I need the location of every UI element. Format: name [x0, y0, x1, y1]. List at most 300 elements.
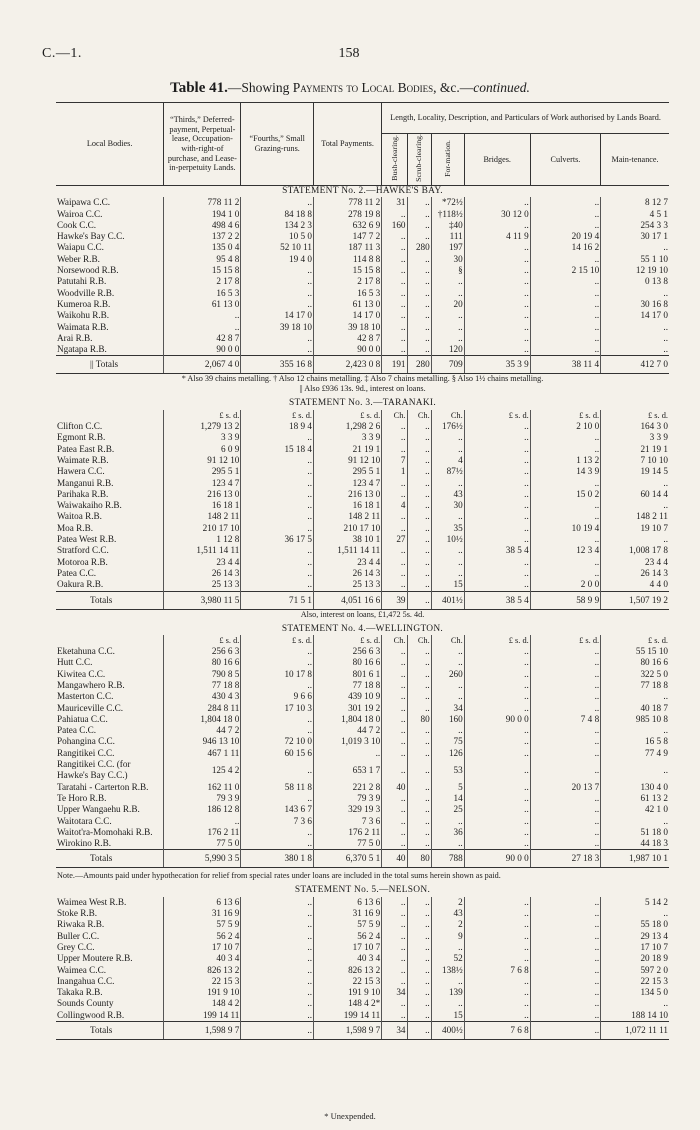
value-cell: 16 5 3 — [314, 288, 382, 299]
value-cell: 91 12 10 — [314, 455, 382, 466]
value-cell: 125 4 2 — [164, 759, 241, 782]
value-cell: .. — [530, 209, 600, 220]
value-cell: .. — [530, 197, 600, 208]
value-cell: .. — [530, 897, 600, 908]
value-cell: .. — [464, 838, 530, 850]
value-cell: .. — [464, 276, 530, 287]
value-cell: 31 16 9 — [314, 908, 382, 919]
value-cell: 90 0 0 — [464, 714, 530, 725]
value-cell: .. — [382, 942, 407, 953]
value-cell: 7 3 6 — [314, 816, 382, 827]
total-value: 280 — [407, 356, 431, 374]
value-cell: .. — [464, 511, 530, 522]
currency-cell: £ s. d. — [530, 635, 600, 646]
total-value: 6,370 5 1 — [314, 850, 382, 868]
value-cell: .. — [530, 444, 600, 455]
value-cell: .. — [407, 220, 431, 231]
total-value: 355 16 8 — [241, 356, 314, 374]
header-total-payments: Total Payments. — [314, 103, 382, 186]
table-row — [56, 759, 669, 782]
value-cell: .. — [407, 579, 431, 591]
value-cell: .. — [464, 793, 530, 804]
value-cell: 77 5 0 — [164, 838, 241, 850]
value-cell: 148 2 11 — [164, 511, 241, 522]
value-cell: 2 — [431, 919, 464, 930]
value-cell: .. — [382, 965, 407, 976]
value-cell: .. — [407, 646, 431, 657]
local-body-name: Masterton C.C. — [57, 691, 114, 702]
local-body-name: Waimata R.B. — [57, 321, 109, 332]
total-value: 1,598 9 7 — [314, 1022, 382, 1040]
local-body-name: Wirokino R.B. — [57, 838, 111, 849]
table-row — [56, 714, 669, 725]
value-cell: .. — [382, 579, 407, 591]
value-cell: .. — [530, 736, 600, 747]
local-body-name: Upper Moutere R.B. — [57, 953, 133, 964]
value-cell: .. — [407, 500, 431, 511]
total-value: 1,507 19 2 — [601, 591, 669, 609]
value-cell: 44 18 3 — [601, 838, 669, 850]
value-cell: 187 11 3 — [314, 242, 382, 253]
value-cell: .. — [530, 908, 600, 919]
value-cell: .. — [601, 816, 669, 827]
total-value: 80 — [407, 850, 431, 868]
value-cell: .. — [464, 557, 530, 568]
header-bridges: Bridges. — [464, 134, 530, 186]
value-cell: 9 — [431, 931, 464, 942]
value-cell: .. — [382, 669, 407, 680]
value-cell: .. — [530, 827, 600, 838]
value-cell: 19 4 0 — [241, 254, 314, 265]
value-cell: 43 — [431, 489, 464, 500]
table-row — [56, 953, 669, 964]
value-cell: 160 — [382, 220, 407, 231]
value-cell: .. — [241, 827, 314, 838]
value-cell: .. — [241, 455, 314, 466]
value-cell: 826 13 2 — [164, 965, 241, 976]
local-body-name: Waipawa C.C. — [57, 197, 111, 208]
value-cell: .. — [431, 942, 464, 953]
header-bush-clearing — [382, 134, 407, 186]
value-cell: .. — [241, 344, 314, 356]
footnote-row — [56, 609, 669, 620]
value-cell: .. — [382, 276, 407, 287]
value-cell: .. — [464, 725, 530, 736]
value-cell: 57 5 9 — [314, 919, 382, 930]
value-cell: 53 — [431, 759, 464, 782]
local-body-name: Manganui R.B. — [57, 477, 114, 488]
value-cell: .. — [241, 500, 314, 511]
local-body-name: Motoroa R.B. — [57, 556, 108, 567]
table-row — [56, 748, 669, 759]
local-body-name: Waikohu R.B. — [57, 310, 110, 321]
value-cell: .. — [464, 691, 530, 702]
value-cell: .. — [407, 965, 431, 976]
value-cell: .. — [530, 759, 600, 782]
value-cell: .. — [164, 322, 241, 333]
value-cell: .. — [530, 657, 600, 668]
value-cell: .. — [601, 759, 669, 782]
value-cell: 25 13 3 — [164, 579, 241, 591]
local-body-name: Moa R.B. — [57, 522, 93, 533]
value-cell: .. — [382, 804, 407, 815]
value-cell: 15 15 8 — [314, 265, 382, 276]
value-cell: .. — [407, 288, 431, 299]
local-body-name: Mangawhero R.B. — [57, 679, 125, 690]
local-body-name: Patutahi R.B. — [57, 276, 107, 287]
value-cell: 632 6 9 — [314, 220, 382, 231]
local-body-name: Arai R.B. — [57, 332, 93, 343]
value-cell: 4 4 0 — [601, 579, 669, 591]
value-cell: 0 13 8 — [601, 276, 669, 287]
local-body-name: Waiapu C.C. — [57, 242, 104, 253]
table-row — [56, 242, 669, 253]
total-value: 39 — [382, 591, 407, 609]
value-cell: 653 1 7 — [314, 759, 382, 782]
table-row — [56, 703, 669, 714]
total-value: 7 6 8 — [464, 1022, 530, 1040]
value-cell: 14 — [431, 793, 464, 804]
value-cell: 55 15 10 — [601, 646, 669, 657]
value-cell: .. — [464, 680, 530, 691]
local-body-name: Collingwood R.B. — [57, 1009, 125, 1020]
total-value: .. — [407, 1022, 431, 1040]
value-cell: .. — [464, 254, 530, 265]
currency-cell: £ s. d. — [601, 635, 669, 646]
value-cell: .. — [601, 333, 669, 344]
local-body-name: Hawke's Bay C.C. — [57, 231, 125, 242]
value-cell: .. — [464, 931, 530, 942]
value-cell: 14 3 9 — [530, 466, 600, 477]
section-title-row — [56, 885, 669, 896]
value-cell: *72½ — [431, 197, 464, 208]
header-bush-text: Bush-clearing. — [389, 135, 399, 182]
value-cell: .. — [530, 333, 600, 344]
document-reference: C.—1. — [42, 46, 82, 61]
value-cell: .. — [431, 816, 464, 827]
table-row — [56, 421, 669, 432]
value-cell: 80 — [407, 714, 431, 725]
total-value: 1,072 11 11 — [601, 1022, 669, 1040]
value-cell: 186 12 8 — [164, 804, 241, 815]
local-body-name: Waiwakaiho R.B. — [57, 500, 122, 511]
table-row — [56, 908, 669, 919]
value-cell: .. — [382, 714, 407, 725]
value-cell: .. — [241, 333, 314, 344]
value-cell: .. — [241, 976, 314, 987]
value-cell: 36 17 5 — [241, 534, 314, 545]
value-cell: .. — [601, 534, 669, 545]
value-cell: 30 17 1 — [601, 231, 669, 242]
value-cell: 10 5 0 — [241, 231, 314, 242]
value-cell: 40 3 4 — [314, 953, 382, 964]
value-cell: 4 — [431, 455, 464, 466]
footnote-row — [56, 374, 669, 385]
table-row — [56, 197, 669, 208]
value-cell: .. — [382, 310, 407, 321]
value-cell: 52 10 11 — [241, 242, 314, 253]
value-cell: .. — [407, 534, 431, 545]
title-continued: continued. — [473, 80, 530, 95]
value-cell: .. — [431, 691, 464, 702]
value-cell: .. — [601, 500, 669, 511]
value-cell: .. — [601, 691, 669, 702]
total-value: 90 0 0 — [464, 850, 530, 868]
local-body-name: Wairoa C.C. — [57, 208, 103, 219]
value-cell: 6 13 6 — [314, 897, 382, 908]
value-cell: 16 5 3 — [164, 288, 241, 299]
value-cell: 322 5 0 — [601, 669, 669, 680]
total-value: .. — [241, 1022, 314, 1040]
value-cell: 44 7 2 — [164, 725, 241, 736]
value-cell: .. — [464, 736, 530, 747]
local-body-name: Waimea West R.B. — [57, 896, 127, 907]
table-row — [56, 657, 669, 668]
value-cell: .. — [464, 344, 530, 356]
value-cell: 199 14 11 — [164, 1010, 241, 1022]
value-cell: 197 — [431, 242, 464, 253]
value-cell: .. — [530, 942, 600, 953]
value-cell: 597 2 0 — [601, 965, 669, 976]
value-cell: 26 14 3 — [164, 568, 241, 579]
value-cell: 23 4 4 — [164, 557, 241, 568]
table-row — [56, 310, 669, 321]
value-cell: .. — [407, 489, 431, 500]
value-cell: .. — [241, 478, 314, 489]
value-cell: .. — [382, 759, 407, 782]
value-cell: .. — [382, 254, 407, 265]
value-cell: 31 — [382, 197, 407, 208]
value-cell: 280 — [407, 242, 431, 253]
value-cell: .. — [530, 919, 600, 930]
value-cell: .. — [464, 197, 530, 208]
currency-cell: £ s. d. — [530, 410, 600, 421]
value-cell: .. — [407, 545, 431, 556]
table-row — [56, 265, 669, 276]
value-cell: 19 14 5 — [601, 466, 669, 477]
value-cell: .. — [431, 838, 464, 850]
value-cell: .. — [407, 333, 431, 344]
value-cell: .. — [241, 965, 314, 976]
total-value: 38 5 4 — [464, 591, 530, 609]
value-cell: 176 2 11 — [164, 827, 241, 838]
currency-cell: £ s. d. — [314, 635, 382, 646]
value-cell: .. — [382, 646, 407, 657]
value-cell: .. — [530, 500, 600, 511]
value-cell: 7 4 8 — [530, 714, 600, 725]
local-body-name: Takaka R.B. — [57, 987, 103, 998]
value-cell: .. — [530, 816, 600, 827]
total-value: 709 — [431, 356, 464, 374]
value-cell: 3 3 9 — [314, 432, 382, 443]
value-cell: 57 5 9 — [164, 919, 241, 930]
local-body-name: Patea C.C. — [57, 567, 97, 578]
value-cell: 1,008 17 8 — [601, 545, 669, 556]
value-cell: 39 18 10 — [314, 322, 382, 333]
local-body-name: Upper Wangaehu R.B. — [57, 804, 140, 815]
value-cell: 6 0 9 — [164, 444, 241, 455]
value-cell: 130 4 0 — [601, 782, 669, 793]
local-body-name: Patea West R.B. — [57, 534, 117, 545]
value-cell: .. — [407, 1010, 431, 1022]
value-cell: 176 2 11 — [314, 827, 382, 838]
value-cell: .. — [382, 908, 407, 919]
total-value: .. — [407, 591, 431, 609]
value-cell: 16 5 8 — [601, 736, 669, 747]
value-cell: 58 11 8 — [241, 782, 314, 793]
value-cell: .. — [382, 793, 407, 804]
totals-row — [56, 1022, 669, 1040]
value-cell: .. — [241, 299, 314, 310]
total-value: 788 — [431, 850, 464, 868]
value-cell: 3 3 9 — [164, 432, 241, 443]
value-cell: 14 17 0 — [241, 310, 314, 321]
value-cell: .. — [407, 276, 431, 287]
value-cell: .. — [407, 998, 431, 1009]
table-row — [56, 725, 669, 736]
value-cell: .. — [407, 209, 431, 220]
section-title: STATEMENT No. 2.—HAWKE'S BAY. — [282, 186, 443, 196]
value-cell: .. — [530, 276, 600, 287]
local-body-name: Riwaka R.B. — [57, 919, 105, 930]
value-cell: 126 — [431, 748, 464, 759]
value-cell: 25 — [431, 804, 464, 815]
value-cell: 16 18 1 — [164, 500, 241, 511]
totals-row — [56, 591, 669, 609]
value-cell: 2 15 10 — [530, 265, 600, 276]
local-body-name: Sounds County — [57, 998, 114, 1009]
total-value: 412 7 0 — [601, 356, 669, 374]
value-cell: 221 2 8 — [314, 782, 382, 793]
value-cell: 7 6 8 — [464, 965, 530, 976]
value-cell: 2 10 0 — [530, 421, 600, 432]
value-cell: .. — [407, 793, 431, 804]
table-row — [56, 545, 669, 556]
value-cell: .. — [407, 299, 431, 310]
value-cell: 134 5 0 — [601, 987, 669, 998]
value-cell: 256 6 3 — [164, 646, 241, 657]
value-cell: .. — [407, 759, 431, 782]
value-cell: 15 15 8 — [164, 265, 241, 276]
value-cell: 95 4 8 — [164, 254, 241, 265]
value-cell: § — [431, 265, 464, 276]
value-cell: .. — [407, 557, 431, 568]
value-cell: 191 9 10 — [164, 987, 241, 998]
total-value: 1,987 10 1 — [601, 850, 669, 868]
value-cell: .. — [382, 680, 407, 691]
header-maintenance: Main-tenance. — [601, 134, 669, 186]
value-cell: .. — [241, 793, 314, 804]
value-cell: .. — [382, 421, 407, 432]
value-cell: .. — [464, 265, 530, 276]
value-cell: 38 5 4 — [464, 545, 530, 556]
table-row — [56, 500, 669, 511]
value-cell: 9 6 6 — [241, 691, 314, 702]
local-body-name: Norsewood R.B. — [57, 265, 119, 276]
value-cell: .. — [431, 322, 464, 333]
value-cell: .. — [431, 432, 464, 443]
value-cell: 2 17 8 — [164, 276, 241, 287]
table-row — [56, 299, 669, 310]
value-cell: .. — [407, 725, 431, 736]
table-row — [56, 827, 669, 838]
section-title-row — [56, 624, 669, 635]
value-cell: 34 — [431, 703, 464, 714]
value-cell: 162 11 0 — [164, 782, 241, 793]
value-cell: .. — [241, 568, 314, 579]
value-cell: .. — [407, 669, 431, 680]
value-cell: 79 3 9 — [164, 793, 241, 804]
value-cell: .. — [464, 987, 530, 998]
value-cell: .. — [431, 444, 464, 455]
value-cell: .. — [464, 299, 530, 310]
value-cell: .. — [241, 646, 314, 657]
value-cell: 25 13 3 — [314, 579, 382, 591]
currency-spacer — [56, 410, 164, 421]
total-value: 35 3 9 — [464, 356, 530, 374]
value-cell: 61 13 2 — [601, 793, 669, 804]
value-cell: 51 18 0 — [601, 827, 669, 838]
footnote: * Also 39 chains metalling. † Also 12 chains metalling. ‡ Also 7 chains metalling. § Also 1½ chains metalling. — [181, 374, 544, 384]
table-row — [56, 466, 669, 477]
value-cell: .. — [407, 942, 431, 953]
value-cell: .. — [382, 736, 407, 747]
value-cell: 176½ — [431, 421, 464, 432]
value-cell: .. — [530, 680, 600, 691]
value-cell: .. — [530, 748, 600, 759]
value-cell: .. — [464, 669, 530, 680]
value-cell: .. — [407, 657, 431, 668]
table-row — [56, 344, 669, 356]
value-cell: 36 — [431, 827, 464, 838]
value-cell: .. — [464, 568, 530, 579]
value-cell: 5 — [431, 782, 464, 793]
value-cell: .. — [382, 703, 407, 714]
value-cell: .. — [530, 568, 600, 579]
value-cell: 1 13 2 — [530, 455, 600, 466]
value-cell: .. — [407, 455, 431, 466]
currency-row — [56, 635, 669, 646]
value-cell: 72 10 0 — [241, 736, 314, 747]
value-cell: 778 11 2 — [314, 197, 382, 208]
value-cell: .. — [382, 511, 407, 522]
page-number: 158 — [338, 46, 360, 61]
value-cell: .. — [382, 1010, 407, 1022]
value-cell: .. — [382, 344, 407, 356]
table-row — [56, 534, 669, 545]
value-cell: 4 5 1 — [601, 209, 669, 220]
value-cell: 56 2 4 — [314, 931, 382, 942]
value-cell: .. — [431, 288, 464, 299]
local-body-name: Waimea C.C. — [57, 964, 107, 975]
value-cell: 56 2 4 — [164, 931, 241, 942]
value-cell: 135 0 4 — [164, 242, 241, 253]
value-cell: .. — [382, 953, 407, 964]
value-cell: .. — [407, 478, 431, 489]
value-cell: .. — [314, 748, 382, 759]
value-cell: 10 17 8 — [241, 669, 314, 680]
value-cell: .. — [601, 242, 669, 253]
value-cell: 278 19 8 — [314, 209, 382, 220]
currency-cell: Ch. — [431, 410, 464, 421]
value-cell: .. — [382, 557, 407, 568]
value-cell: 22 15 3 — [601, 976, 669, 987]
value-cell: 1,804 18 0 — [314, 714, 382, 725]
total-value: 27 18 3 — [530, 850, 600, 868]
value-cell: .. — [407, 838, 431, 850]
value-cell: .. — [464, 466, 530, 477]
value-cell: 123 4 7 — [164, 478, 241, 489]
